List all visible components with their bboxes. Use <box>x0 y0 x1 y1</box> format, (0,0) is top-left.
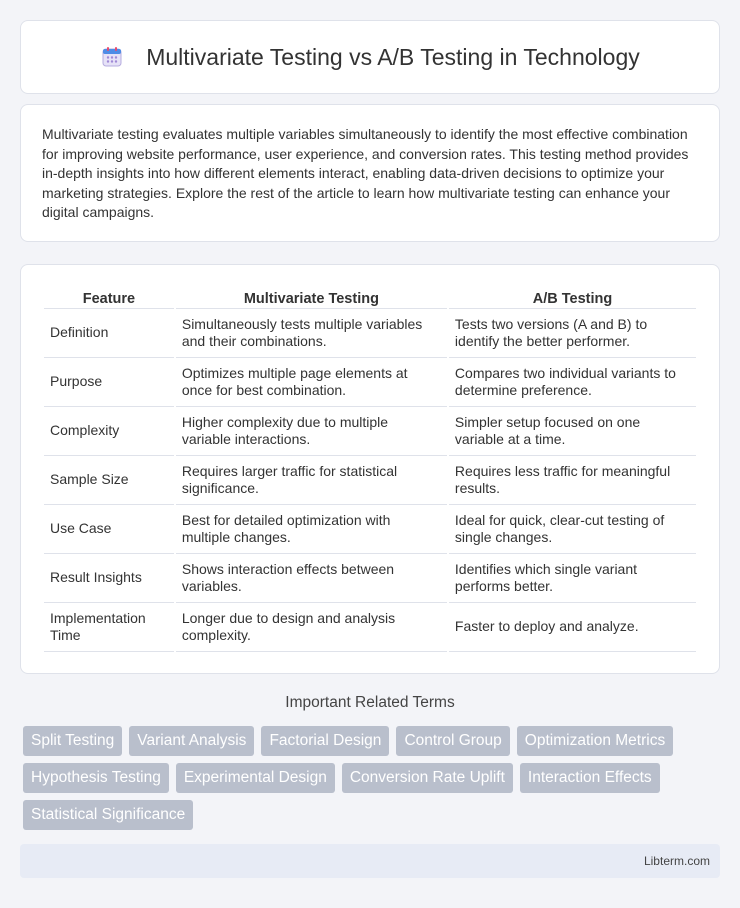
feature-cell: Result Insights <box>44 554 174 603</box>
related-term-tag[interactable]: Experimental Design <box>176 763 335 793</box>
page-title: Multivariate Testing vs A/B Testing in Technology <box>146 43 640 70</box>
related-term-tag[interactable]: Control Group <box>396 726 509 756</box>
feature-cell: Complexity <box>44 407 174 456</box>
table-row <box>44 358 696 407</box>
ab-cell: Ideal for quick, clear-cut testing of single changes. <box>449 505 696 554</box>
header-ab: A/B Testing <box>449 285 696 309</box>
feature-cell: Use Case <box>44 505 174 554</box>
multivariate-cell: Best for detailed optimization with multiple changes. <box>176 505 447 554</box>
footer-site-link[interactable]: Libterm.com <box>643 854 710 868</box>
intro-card <box>20 104 720 242</box>
related-terms-title: Important Related Terms <box>285 694 455 711</box>
table-header-row <box>44 285 696 309</box>
table-row <box>44 554 696 603</box>
related-term-tag[interactable]: Split Testing <box>23 726 122 756</box>
multivariate-cell: Simultaneously tests multiple variables and their combinations. <box>176 309 447 358</box>
table-row <box>44 407 696 456</box>
table-row <box>44 456 696 505</box>
related-term-tag[interactable]: Conversion Rate Uplift <box>342 763 513 793</box>
comparison-table <box>42 285 698 652</box>
intro-paragraph: Multivariate testing evaluates multiple variables simultaneously to identify the most effective combination for improving website performance, user experience, and conversion rates. This testing method provides in-depth insights into how different elements interact, enabling data-driven decisions to optimize your marketing strategies. Explore the rest of the article to learn how multivariate testing can enhance your digital campaigns. <box>42 126 689 221</box>
ab-cell: Requires less traffic for meaningful results. <box>449 456 696 505</box>
multivariate-cell: Shows interaction effects between variables. <box>176 554 447 603</box>
feature-cell: Implementation Time <box>44 603 174 652</box>
header-multivariate: Multivariate Testing <box>176 285 447 309</box>
table-row <box>44 309 696 358</box>
comparison-table-card <box>20 264 720 674</box>
ab-cell: Tests two versions (A and B) to identify the better performer. <box>449 309 696 358</box>
related-term-tag[interactable]: Statistical Significance <box>23 800 193 830</box>
header-feature: Feature <box>44 285 174 309</box>
related-term-tag[interactable]: Variant Analysis <box>129 726 254 756</box>
table-row <box>44 603 696 652</box>
related-term-tag[interactable]: Hypothesis Testing <box>23 763 169 793</box>
feature-cell: Sample Size <box>44 456 174 505</box>
multivariate-cell: Higher complexity due to multiple variable interactions. <box>176 407 447 456</box>
ab-cell: Compares two individual variants to determine preference. <box>449 358 696 407</box>
multivariate-cell: Longer due to design and analysis complexity. <box>176 603 447 652</box>
related-term-tag[interactable]: Interaction Effects <box>520 763 660 793</box>
ab-cell: Faster to deploy and analyze. <box>449 603 696 652</box>
ab-cell: Simpler setup focused on one variable at a time. <box>449 407 696 456</box>
related-terms-list <box>23 726 723 830</box>
feature-cell: Purpose <box>44 358 174 407</box>
header-card <box>20 20 720 94</box>
ab-cell: Identifies which single variant performs better. <box>449 554 696 603</box>
multivariate-cell: Optimizes multiple page elements at once for best combination. <box>176 358 447 407</box>
multivariate-cell: Requires larger traffic for statistical significance. <box>176 456 447 505</box>
footer <box>20 844 720 878</box>
calendar-grid-icon <box>100 45 124 69</box>
related-term-tag[interactable]: Factorial Design <box>261 726 389 756</box>
feature-cell: Definition <box>44 309 174 358</box>
table-row <box>44 505 696 554</box>
related-term-tag[interactable]: Optimization Metrics <box>517 726 673 756</box>
